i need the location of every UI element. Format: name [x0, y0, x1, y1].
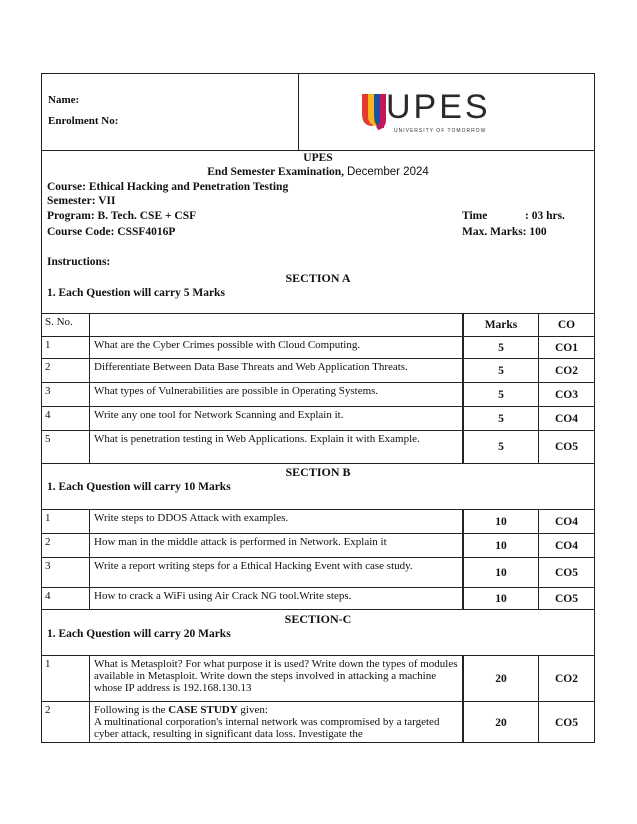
question-text: How man in the middle attack is performed in Network. Explain it [90, 534, 463, 557]
sno-header: S. No. [42, 314, 90, 336]
question-text: Write a report writing steps for a Ethical Hacking Event with case study. [90, 558, 463, 587]
course-code: Course Code: CSSF4016P [47, 226, 176, 238]
max-marks: Max. Marks: 100 [462, 226, 547, 238]
table-row [42, 588, 594, 610]
question-marks: 5 [463, 383, 539, 406]
enrolment-label: Enrolment No: [48, 115, 119, 127]
case-study-label: CASE STUDY [168, 704, 238, 716]
exam-title-line [42, 166, 594, 178]
section-c-title: SECTION-C [284, 612, 352, 626]
question-number: 1 [42, 656, 90, 701]
table-row [42, 656, 594, 702]
question-number: 3 [42, 558, 90, 587]
question-text [90, 702, 463, 743]
instructions-label: Instructions: [47, 256, 111, 268]
section-b-title: SECTION B [285, 465, 351, 479]
question-number: 5 [42, 431, 90, 463]
table-row [42, 558, 594, 588]
table-row [42, 534, 594, 558]
table-row [42, 510, 594, 534]
upes-tagline: UNIVERSITY OF TOMORROW [394, 128, 487, 134]
question-text: Write any one tool for Network Scanning and Explain it. [90, 407, 463, 430]
marks-header: Marks [463, 314, 539, 336]
table-row [42, 407, 594, 431]
question-marks: 5 [463, 359, 539, 382]
question-number: 1 [42, 337, 90, 358]
question-text: What are the Cyber Crimes possible with Cloud Computing. [90, 337, 463, 358]
case-study-body: A multinational corporation's internal network was compromised by a targeted cyber attack, resulting in significant data loss. Investigate the [94, 716, 440, 740]
case-study-suffix: given: [237, 704, 268, 716]
time-value: : 03 hrs. [525, 210, 565, 222]
upes-logo [358, 86, 491, 136]
question-text: Write steps to DDOS Attack with examples. [90, 510, 463, 533]
question-co: CO5 [555, 592, 578, 605]
table-row [42, 431, 594, 464]
question-co: CO5 [555, 441, 578, 453]
question-marks: 10 [463, 510, 539, 533]
question-marks: 10 [463, 534, 539, 557]
question-co: CO1 [555, 341, 578, 354]
question-text: How to crack a WiFi using Air Crack NG tool.Write steps. [90, 588, 463, 609]
question-header [90, 314, 463, 336]
question-number: 4 [42, 407, 90, 430]
exam-paper-frame [41, 73, 595, 743]
program: Program: B. Tech. CSE + CSF [47, 210, 197, 222]
question-marks: 10 [463, 588, 539, 609]
question-text: Differentiate Between Data Base Threats and Web Application Threats. [90, 359, 463, 382]
question-text: What types of Vulnerabilities are possible in Operating Systems. [90, 383, 463, 406]
question-co: CO4 [555, 539, 578, 552]
question-text: What is Metasploit? For what purpose it is used? Write down the types of modules available in Metasploit. Write down the steps involved in attacking a machine whose IP address is 192.168.130.13 [90, 656, 463, 701]
table-row [42, 383, 594, 407]
section-a-note: 1. Each Question will carry 5 Marks [47, 287, 225, 299]
question-co: CO2 [555, 364, 578, 377]
co-header: CO [557, 319, 576, 331]
question-marks: 5 [463, 337, 539, 358]
table-row [42, 359, 594, 383]
name-label: Name: [48, 94, 80, 106]
semester: Semester: VII [47, 195, 116, 207]
question-co: CO3 [555, 388, 578, 401]
question-number: 2 [42, 534, 90, 557]
exam-title: End Semester Examination, [207, 166, 345, 178]
question-marks: 20 [463, 656, 539, 701]
paper-header [42, 74, 594, 151]
time-label: Time [462, 210, 488, 222]
university-name: UPES [303, 152, 333, 164]
question-co: CO4 [555, 412, 578, 425]
upes-emblem-icon [358, 92, 388, 132]
question-text [90, 431, 463, 463]
section-b-note: 1. Each Question will carry 10 Marks [47, 481, 231, 493]
exam-month: December 2024 [346, 166, 429, 178]
question-number: 3 [42, 383, 90, 406]
question-marks: 20 [463, 702, 539, 743]
section-a-title: SECTION A [285, 271, 351, 285]
case-study-intro [94, 704, 458, 716]
question-marks: 5 [463, 407, 539, 430]
question-co: CO5 [555, 716, 578, 729]
question-co: CO4 [555, 515, 578, 528]
table-row [42, 702, 594, 743]
question-number: 2 [42, 702, 90, 743]
section-c-note: 1. Each Question will carry 20 Marks [47, 628, 231, 640]
table-row [42, 337, 594, 359]
question-marks: 10 [463, 558, 539, 587]
question-co: CO5 [555, 566, 578, 579]
table-header-row [42, 314, 594, 337]
question-marks: 5 [463, 431, 539, 463]
question-co: CO2 [555, 672, 578, 685]
case-study-prefix: Following is the [94, 704, 169, 716]
question-number: 1 [42, 510, 90, 533]
course-name: Course: Ethical Hacking and Penetration Testing [47, 181, 289, 193]
question-number: 2 [42, 359, 90, 382]
question-number: 4 [42, 588, 90, 609]
question-body: What is penetration testing in Web Applications. Explain it with Example. [94, 433, 420, 445]
student-details-box [42, 74, 299, 150]
upes-wordmark: UPES [386, 88, 491, 126]
